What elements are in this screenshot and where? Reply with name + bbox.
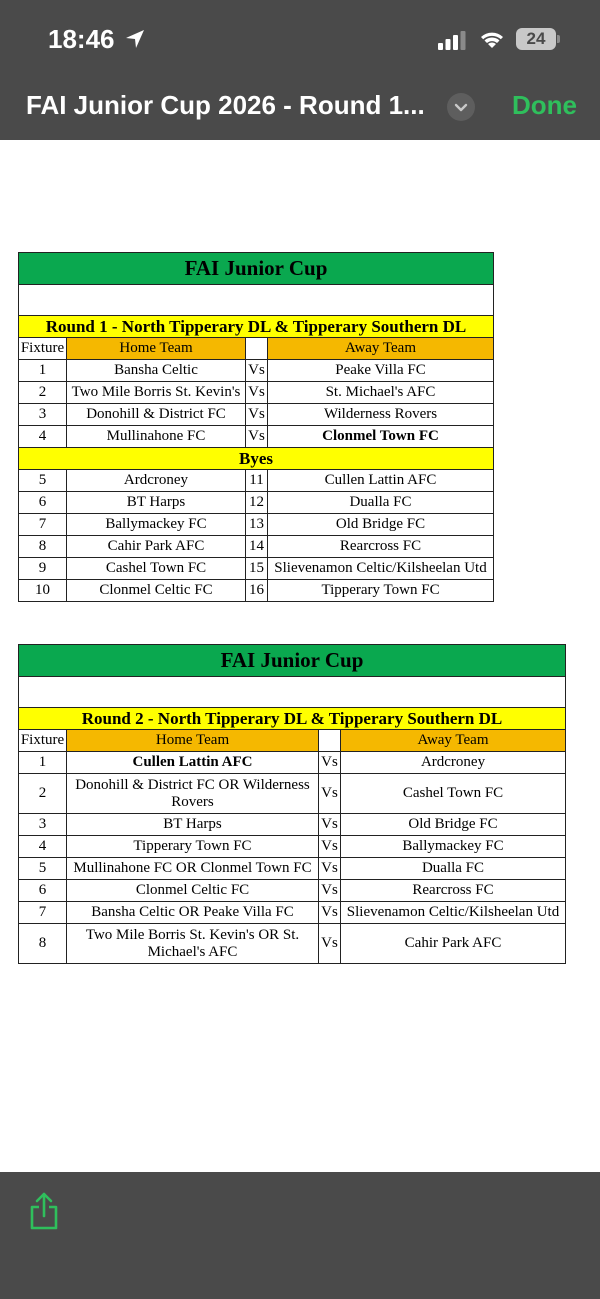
away-team: Ardcroney: [341, 752, 566, 774]
table-row: [19, 404, 494, 426]
home-team: Clonmel Celtic FC: [67, 880, 319, 902]
home-team: Bansha Celtic: [67, 360, 246, 382]
fixture-header: Fixture: [19, 730, 67, 752]
bye-number: 13: [246, 514, 268, 536]
fixture-number: 5: [19, 858, 67, 880]
fixture-number: 3: [19, 814, 67, 836]
away-team: Old Bridge FC: [341, 814, 566, 836]
round1-table: [18, 252, 494, 602]
table-row: [19, 558, 494, 580]
away-team-header: Away Team: [341, 730, 566, 752]
home-team: Mullinahone FC OR Clonmel Town FC: [67, 858, 319, 880]
bye-team: Ballymackey FC: [67, 514, 246, 536]
home-team: Donohill & District FC OR Wilderness Rovers: [67, 774, 319, 814]
vs-label: Vs: [319, 858, 341, 880]
round2-subtitle: Round 2 - North Tipperary DL & Tipperary Southern DL: [19, 708, 566, 730]
title-menu-button[interactable]: [447, 93, 475, 121]
share-icon[interactable]: [28, 1191, 60, 1231]
fixture-number: 4: [19, 426, 67, 448]
fixture-number: 4: [19, 836, 67, 858]
round1-blank-row: [19, 285, 494, 316]
home-team: Bansha Celtic OR Peake Villa FC: [67, 902, 319, 924]
away-team: Rearcross FC: [341, 880, 566, 902]
bye-number: 6: [19, 492, 67, 514]
bye-team: Cahir Park AFC: [67, 536, 246, 558]
bye-team: Dualla FC: [268, 492, 494, 514]
home-team: Cullen Lattin AFC: [67, 752, 319, 774]
home-team: BT Harps: [67, 814, 319, 836]
vs-header: [319, 730, 341, 752]
table-row: [19, 814, 566, 836]
fixture-number: 7: [19, 902, 67, 924]
bye-team: Clonmel Celtic FC: [67, 580, 246, 602]
battery-icon: 24: [516, 28, 556, 50]
bye-number: 10: [19, 580, 67, 602]
bye-number: 5: [19, 470, 67, 492]
bye-team: BT Harps: [67, 492, 246, 514]
bye-team: Cullen Lattin AFC: [268, 470, 494, 492]
byes-header: Byes: [19, 448, 494, 470]
chevron-down-icon: [447, 93, 475, 121]
away-team: St. Michael's AFC: [268, 382, 494, 404]
table-row: [19, 880, 566, 902]
vs-label: Vs: [246, 404, 268, 426]
bye-number: 16: [246, 580, 268, 602]
table-row: [19, 836, 566, 858]
round1-header-row: [19, 338, 494, 360]
fixture-number: 3: [19, 404, 67, 426]
bye-team: Tipperary Town FC: [268, 580, 494, 602]
table-row: [19, 858, 566, 880]
round2-blank-row: [19, 677, 566, 708]
cellular-signal-icon: [438, 30, 466, 50]
fixture-number: 8: [19, 924, 67, 964]
fixture-number: 6: [19, 880, 67, 902]
bye-team: Slievenamon Celtic/Kilsheelan Utd: [268, 558, 494, 580]
vs-label: Vs: [246, 426, 268, 448]
status-time: 18:46: [48, 24, 115, 54]
table-row: [19, 382, 494, 404]
vs-label: Vs: [319, 774, 341, 814]
home-team: Tipperary Town FC: [67, 836, 319, 858]
battery-tip: [557, 35, 560, 43]
vs-label: Vs: [319, 880, 341, 902]
table-row: [19, 774, 566, 814]
table-row: [19, 426, 494, 448]
away-team: Wilderness Rovers: [268, 404, 494, 426]
round2-table: [18, 644, 566, 964]
table-row: [19, 360, 494, 382]
bye-number: 8: [19, 536, 67, 558]
round1-subtitle: Round 1 - North Tipperary DL & Tipperary Southern DL: [19, 316, 494, 338]
table-row: [19, 580, 494, 602]
bye-number: 14: [246, 536, 268, 558]
bye-team: Rearcross FC: [268, 536, 494, 558]
vs-label: Vs: [246, 382, 268, 404]
document-title: FAI Junior Cup 2026 - Round 1...: [26, 90, 425, 120]
home-team: Donohill & District FC: [67, 404, 246, 426]
table-row: [19, 752, 566, 774]
done-button[interactable]: Done: [512, 90, 577, 120]
top-bar: [0, 0, 600, 140]
away-team: Cashel Town FC: [341, 774, 566, 814]
away-team: Clonmel Town FC: [268, 426, 494, 448]
table-row: [19, 470, 494, 492]
fixture-header: Fixture: [19, 338, 67, 360]
bye-number: 15: [246, 558, 268, 580]
round2-header-row: [19, 730, 566, 752]
bottom-toolbar: [0, 1172, 600, 1299]
bye-number: 9: [19, 558, 67, 580]
vs-label: Vs: [319, 836, 341, 858]
fixture-number: 1: [19, 752, 67, 774]
vs-label: Vs: [319, 814, 341, 836]
table-row: [19, 492, 494, 514]
table-row: [19, 536, 494, 558]
vs-label: Vs: [319, 924, 341, 964]
table-row: [19, 924, 566, 964]
bye-number: 12: [246, 492, 268, 514]
fixture-number: 2: [19, 774, 67, 814]
away-team: Slievenamon Celtic/Kilsheelan Utd: [341, 902, 566, 924]
home-team-header: Home Team: [67, 730, 319, 752]
round2-title: FAI Junior Cup: [19, 645, 566, 677]
away-team: Peake Villa FC: [268, 360, 494, 382]
away-team: Dualla FC: [341, 858, 566, 880]
vs-header: [246, 338, 268, 360]
vs-label: Vs: [246, 360, 268, 382]
home-team: Mullinahone FC: [67, 426, 246, 448]
table-row: [19, 514, 494, 536]
fixture-number: 2: [19, 382, 67, 404]
wifi-icon: [478, 28, 506, 50]
away-team-header: Away Team: [268, 338, 494, 360]
bye-number: 7: [19, 514, 67, 536]
home-team: Two Mile Borris St. Kevin's: [67, 382, 246, 404]
away-team: Ballymackey FC: [341, 836, 566, 858]
bye-team: Cashel Town FC: [67, 558, 246, 580]
table-row: [19, 902, 566, 924]
bye-team: Ardcroney: [67, 470, 246, 492]
home-team-header: Home Team: [67, 338, 246, 360]
vs-label: Vs: [319, 752, 341, 774]
bye-number: 11: [246, 470, 268, 492]
vs-label: Vs: [319, 902, 341, 924]
fixture-number: 1: [19, 360, 67, 382]
location-arrow-icon: [124, 28, 146, 50]
home-team: Two Mile Borris St. Kevin's OR St. Michael's AFC: [67, 924, 319, 964]
round1-title: FAI Junior Cup: [19, 253, 494, 285]
bye-team: Old Bridge FC: [268, 514, 494, 536]
away-team: Cahir Park AFC: [341, 924, 566, 964]
